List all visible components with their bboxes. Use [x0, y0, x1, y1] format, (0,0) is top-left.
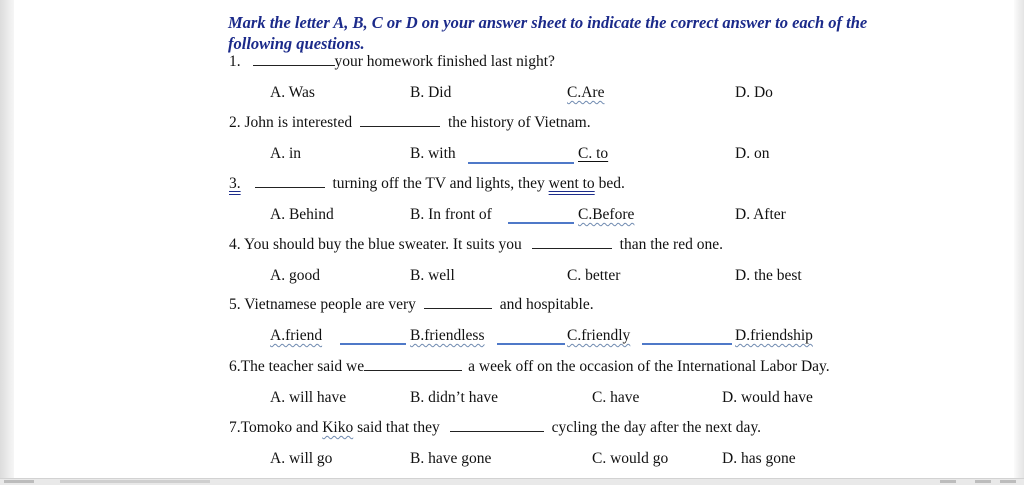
- connector-line: [497, 343, 565, 345]
- answer-blank: [424, 296, 492, 309]
- question-5: [229, 296, 594, 314]
- question-number: 7.: [229, 419, 241, 436]
- option-d: D. the best: [735, 267, 802, 284]
- option-d: D. has gone: [722, 450, 796, 467]
- question-7: [229, 419, 761, 437]
- option-c: C.Before: [578, 206, 635, 223]
- question-3: [229, 175, 625, 193]
- option-a: A. will go: [270, 450, 333, 467]
- left-page-shadow: [0, 0, 14, 484]
- option-b: B. well: [410, 267, 455, 284]
- view-icon[interactable]: [940, 480, 956, 483]
- question-text-before: Vietnamese people are very: [244, 296, 416, 313]
- question-text-before: You should buy the blue sweater. It suits you: [243, 236, 522, 253]
- view-icon[interactable]: [1000, 480, 1016, 483]
- question-number: 4.: [229, 236, 241, 253]
- status-indicator: [4, 480, 34, 483]
- question-text-before: John is interested: [244, 114, 353, 131]
- option-a: A. Was: [270, 84, 315, 101]
- question-number: 3.: [229, 175, 241, 192]
- question-text-before: Tomoko and: [240, 419, 319, 436]
- connector-line: [508, 222, 574, 224]
- instructions: Mark the letter A, B, C or D on your answer sheet to indicate the correct answer to each of the following questions.: [228, 13, 868, 53]
- answer-blank: [360, 114, 440, 127]
- question-text-after: turning off the TV and lights, they: [332, 175, 545, 192]
- answer-blank: [253, 53, 335, 66]
- option-c: C. have: [592, 389, 640, 406]
- option-a: A. in: [270, 145, 301, 162]
- status-text-strip: [60, 480, 210, 483]
- connector-line: [468, 162, 574, 164]
- answer-blank: [450, 419, 544, 432]
- underlined-name: Kiko: [322, 419, 354, 436]
- question-text-after: and hospitable.: [499, 296, 594, 313]
- option-a: A. Behind: [270, 206, 334, 223]
- option-b: B. didn’t have: [410, 389, 498, 406]
- question-text-before-end: said that they: [357, 419, 440, 436]
- right-page-shadow: [1014, 0, 1024, 484]
- option-c: C.friendly: [567, 327, 631, 344]
- option-d: D. would have: [722, 389, 813, 406]
- option-b: B. Did: [410, 84, 452, 101]
- view-icon[interactable]: [975, 480, 991, 483]
- question-1: [229, 53, 555, 71]
- option-b: B. have gone: [410, 450, 492, 467]
- question-text-before: The teacher said we: [240, 358, 365, 375]
- question-text-after: your homework finished last night?: [334, 53, 555, 70]
- option-b: B. In front of: [410, 206, 492, 223]
- question-text-after: a week off on the occasion of the International Labor Day.: [468, 358, 830, 375]
- option-c: C. would go: [592, 450, 669, 467]
- question-number: 1.: [229, 53, 241, 70]
- option-d: D.friendship: [735, 327, 813, 344]
- option-c: C.Are: [567, 84, 605, 101]
- underlined-phrase: went to: [548, 175, 595, 192]
- question-text-after: cycling the day after the next day.: [551, 419, 762, 436]
- question-6: [229, 358, 830, 376]
- option-d: D. After: [735, 206, 786, 223]
- option-a: A.friend: [270, 327, 323, 344]
- answer-blank: [532, 236, 612, 249]
- option-a: A. good: [270, 267, 320, 284]
- option-c: C. to: [578, 145, 609, 162]
- question-2: [229, 114, 591, 132]
- option-d: D. Do: [735, 84, 773, 101]
- option-b: B. with: [410, 145, 456, 162]
- option-c: C. better: [567, 267, 621, 284]
- question-4: [229, 236, 723, 254]
- question-number: 5.: [229, 296, 241, 313]
- answer-blank: [255, 175, 325, 188]
- question-text-after: than the red one.: [619, 236, 723, 253]
- connector-line: [642, 343, 732, 345]
- option-d: D. on: [735, 145, 770, 162]
- connector-line: [340, 343, 406, 345]
- option-b: B.friendless: [410, 327, 485, 344]
- question-text-after: the history of Vietnam.: [448, 114, 591, 131]
- question-number: 6.: [229, 358, 241, 375]
- question-text-end: bed.: [598, 175, 625, 192]
- question-number: 2.: [229, 114, 241, 131]
- option-a: A. will have: [270, 389, 347, 406]
- answer-blank: [364, 358, 462, 371]
